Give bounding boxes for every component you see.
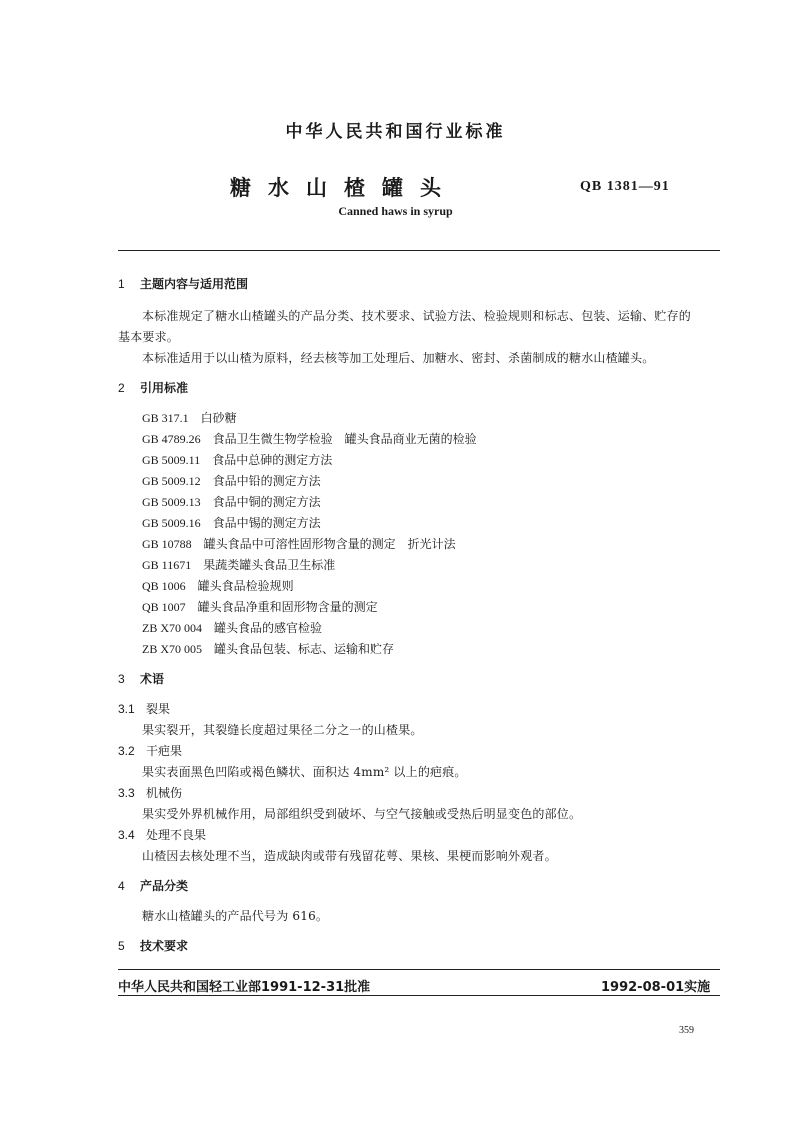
term-definition: 果实受外界机械作用，局部组织受到破坏、与空气接触或受热后明显变色的部位。 <box>142 807 582 821</box>
reference-item <box>142 556 335 573</box>
section-number: 5 <box>118 939 125 953</box>
term-number: 3.3 <box>118 786 135 800</box>
term-heading <box>118 742 182 759</box>
section-title: 主题内容与适用范围 <box>140 277 249 291</box>
term-definition: 果实表面黑色凹陷或褐色鳞状、面积达 4mm² 以上的疤痕。 <box>142 765 467 779</box>
reference-title: 食品中总砷的测定方法 <box>212 453 333 467</box>
section-2-heading <box>118 379 188 396</box>
reference-item <box>142 535 456 552</box>
section-5-heading <box>118 937 188 954</box>
document-code-text: QB 1381—91 <box>580 179 670 194</box>
reference-item <box>142 514 321 531</box>
standard-category-title: 中华人民共和国行业标准 <box>285 122 506 142</box>
reference-title: 罐头食品的感官检验 <box>214 621 323 635</box>
term-heading <box>118 826 206 843</box>
reference-title: 罐头食品检验规则 <box>197 579 294 593</box>
reference-code: QB 1006 <box>142 579 186 593</box>
document-code <box>580 178 670 195</box>
reference-code: ZB X70 004 <box>142 621 202 635</box>
paragraph: 基本要求。 <box>118 330 180 344</box>
page-number: 359 <box>679 1025 694 1036</box>
section-4-heading <box>118 877 188 894</box>
reference-code: GB 11671 <box>142 558 192 572</box>
term-definition: 山楂因去核处理不当，造成缺肉或带有残留花萼、果核、果梗而影响外观者。 <box>142 849 557 863</box>
footer-bottom-divider <box>118 995 720 996</box>
reference-item <box>142 451 332 468</box>
reference-title: 罐头食品包装、标志、运输和贮存 <box>214 642 395 656</box>
reference-code: GB 10788 <box>142 537 192 551</box>
term-number: 3.2 <box>118 744 135 758</box>
reference-title: 食品卫生微生物学检验 罐头食品商业无菌的检验 <box>212 432 477 446</box>
footer-divider <box>118 969 720 970</box>
document-title: 糖水山楂罐头 <box>230 176 458 200</box>
section-number: 4 <box>118 879 125 893</box>
section-number: 3 <box>118 672 125 686</box>
term-definition: 果实裂开，其裂缝长度超过果径二分之一的山楂果。 <box>142 723 423 737</box>
reference-code: GB 5009.12 <box>142 474 201 488</box>
header-divider <box>118 250 720 251</box>
reference-title: 白砂糖 <box>200 411 237 425</box>
reference-title: 果蔬类罐头食品卫生标准 <box>203 558 336 572</box>
term-number: 3.1 <box>118 702 135 716</box>
reference-item <box>142 577 294 594</box>
reference-title: 食品中锡的测定方法 <box>212 516 321 530</box>
section-3-heading <box>118 670 164 687</box>
reference-item <box>142 430 477 447</box>
section-title: 术语 <box>140 672 165 686</box>
reference-code: GB 5009.13 <box>142 495 201 509</box>
paragraph: 本标准规定了糖水山楂罐头的产品分类、技术要求、试验方法、检验规则和标志、包装、运输、贮存的 <box>142 309 692 323</box>
section-1-heading <box>118 275 248 292</box>
section-title: 引用标准 <box>140 381 189 395</box>
section-number: 1 <box>118 277 125 291</box>
reference-item <box>142 493 321 510</box>
reference-title: 食品中铜的测定方法 <box>212 495 321 509</box>
paragraph: 糖水山楂罐头的产品代号为 616。 <box>142 909 329 923</box>
implementation-date: 1992-08-01实施 <box>601 980 711 995</box>
reference-title: 罐头食品净重和固形物含量的测定 <box>197 600 378 614</box>
section-number: 2 <box>118 381 125 395</box>
reference-code: GB 317.1 <box>142 411 189 425</box>
term-name: 机械伤 <box>146 786 183 800</box>
term-number: 3.4 <box>118 828 135 842</box>
document-title-english: Canned haws in syrup <box>338 204 453 218</box>
term-name: 处理不良果 <box>146 828 207 842</box>
reference-item <box>142 598 378 615</box>
term-name: 干疤果 <box>146 744 183 758</box>
reference-item <box>142 409 237 426</box>
term-heading <box>118 784 182 801</box>
reference-code: ZB X70 005 <box>142 642 202 656</box>
reference-title: 罐头食品中可溶性固形物含量的测定 折光计法 <box>203 537 456 551</box>
term-name: 裂果 <box>146 702 171 716</box>
reference-title: 食品中铅的测定方法 <box>212 474 321 488</box>
approval-statement: 中华人民共和国轻工业部1991-12-31批准 <box>118 980 371 995</box>
reference-code: QB 1007 <box>142 600 186 614</box>
reference-code: GB 5009.16 <box>142 516 201 530</box>
section-title: 技术要求 <box>140 939 189 953</box>
reference-code: GB 5009.11 <box>142 453 201 467</box>
section-title: 产品分类 <box>140 879 189 893</box>
reference-item <box>142 472 321 489</box>
reference-item <box>142 640 394 657</box>
term-heading <box>118 700 170 717</box>
reference-code: GB 4789.26 <box>142 432 201 446</box>
reference-item <box>142 619 322 636</box>
paragraph: 本标准适用于以山楂为原料，经去核等加工处理后、加糖水、密封、杀菌制成的糖水山楂罐头。 <box>142 351 655 365</box>
